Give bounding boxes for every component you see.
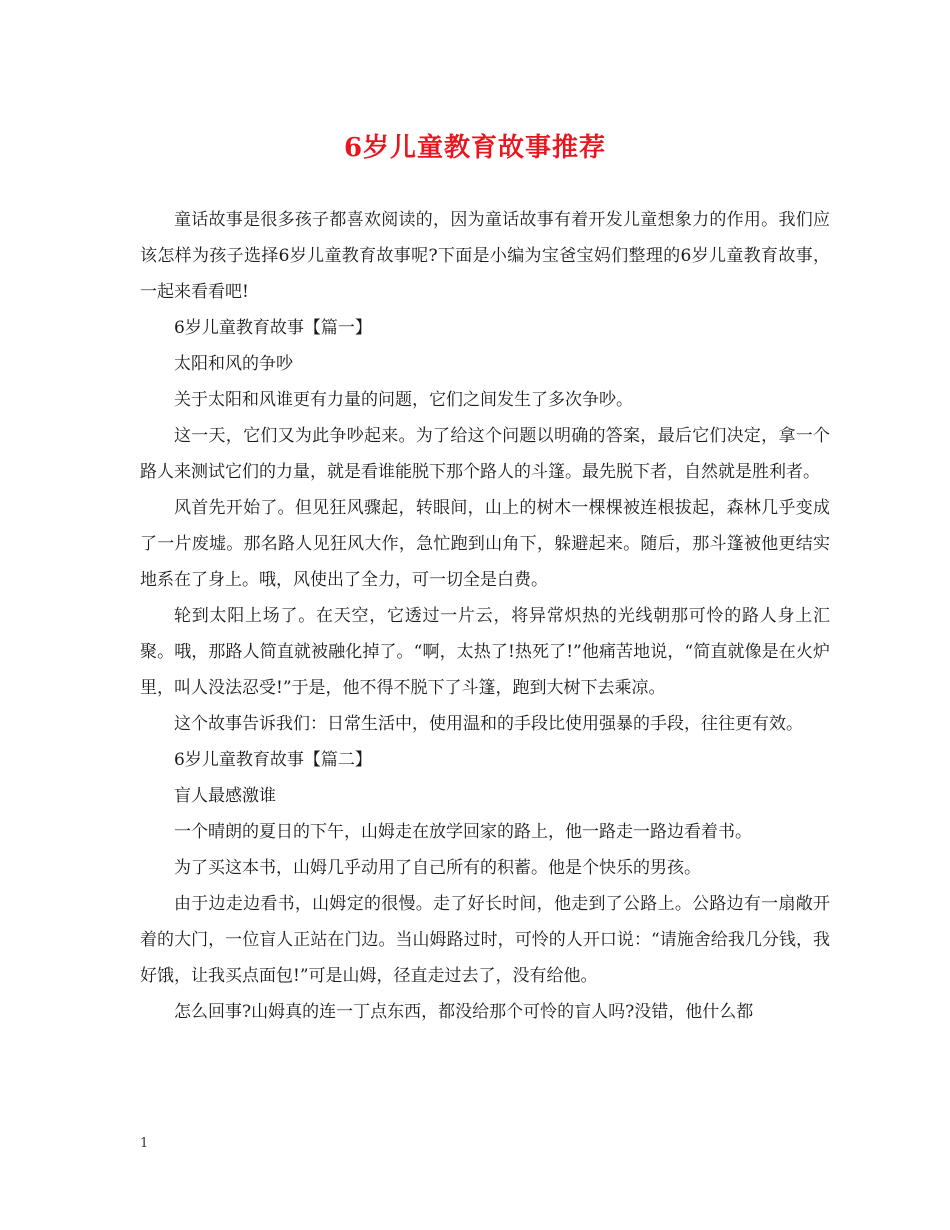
paragraph: 怎么回事?山姆真的连一丁点东西，都没给那个可怜的盲人吗?没错，他什么都 [174, 1002, 754, 1022]
story-title-1: 太阳和风的争吵 [174, 354, 293, 374]
paragraph: 关于太阳和风谁更有力量的问题，它们之间发生了多次争吵。 [174, 390, 633, 410]
section-heading-1: 6岁儿童教育故事【篇一】 [174, 318, 372, 338]
paragraph-intro: 童话故事是很多孩子都喜欢阅读的，因为童话故事有着开发儿童想象力的作用。我们应该怎样为孩子选择6岁儿童教育故事呢?下面是小编为宝爸宝妈们整理的6岁儿童教育故事，一起来看看吧! [140, 210, 830, 302]
document-body [140, 202, 830, 1030]
page-number: 1 [140, 1136, 149, 1151]
paragraph: 一个晴朗的夏日的下午，山姆走在放学回家的路上，他一路走一路边看着书。 [174, 822, 752, 842]
paragraph: 风首先开始了。但见狂风骤起，转眼间，山上的树木一棵棵被连根拔起，森林几乎变成了一片废墟。那名路人见狂风大作，急忙跑到山角下，躲避起来。随后，那斗篷被他更结实地系在了身上。哦，风使出了全力，可一切全是白费。 [140, 498, 830, 590]
paragraph: 这个故事告诉我们：日常生活中，使用温和的手段比使用强暴的手段，往往更有效。 [174, 714, 803, 734]
paragraph: 这一天，它们又为此争吵起来。为了给这个问题以明确的答案，最后它们决定，拿一个路人来测试它们的力量，就是看谁能脱下那个路人的斗篷。最先脱下者，自然就是胜利者。 [140, 426, 830, 482]
section-heading-2: 6岁儿童教育故事【篇二】 [174, 750, 372, 770]
story-title-2: 盲人最感激谁 [174, 786, 276, 806]
page-title: 6岁儿童教育故事推荐 [343, 133, 607, 163]
paragraph: 由于边走边看书，山姆定的很慢。走了好长时间，他走到了公路上。公路边有一扇敞开着的大门，一位盲人正站在门边。当山姆路过时，可怜的人开口说：“请施舍给我几分钱，我好饿，让我买点面包!”可是山姆，径直走过去了，没有给他。 [140, 894, 830, 986]
paragraph: 轮到太阳上场了。在天空，它透过一片云，将异常炽热的光线朝那可怜的路人身上汇聚。哦，那路人简直就被融化掉了。“啊，太热了!热死了!”他痛苦地说，“简直就像是在火炉里，叫人没法忍受!”于是，他不得不脱下了斗篷，跑到大树下去乘凉。 [140, 606, 830, 698]
paragraph: 为了买这本书，山姆几乎动用了自己所有的积蓄。他是个快乐的男孩。 [174, 858, 701, 878]
